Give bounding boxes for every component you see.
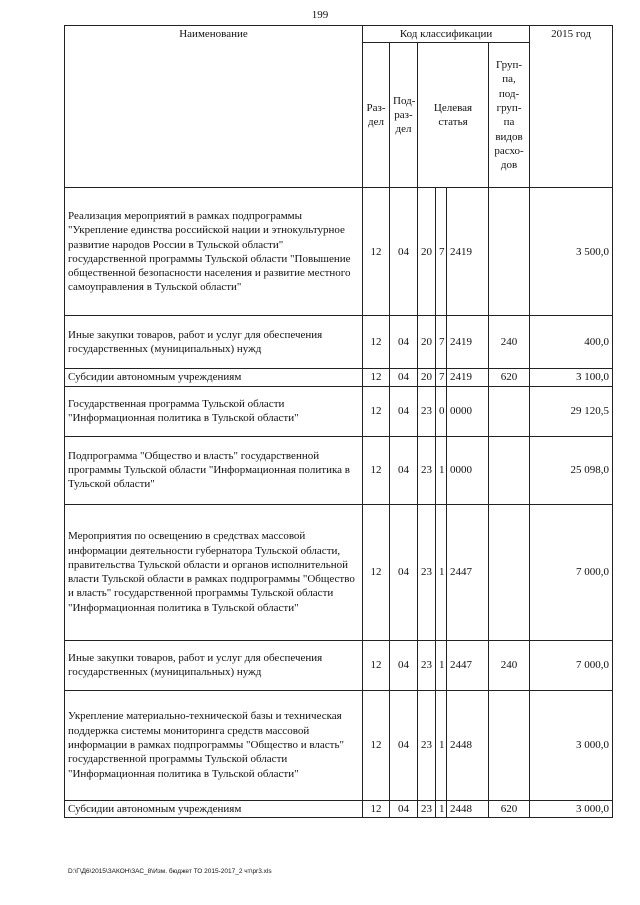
table-row xyxy=(65,436,613,504)
row-cs1: 20 xyxy=(418,188,436,316)
row-cs1: 20 xyxy=(418,316,436,369)
row-cs3: 2447 xyxy=(447,640,489,690)
row-vid: 620 xyxy=(489,369,530,386)
row-podrazdel: 04 xyxy=(390,188,418,316)
row-amount: 7 000,0 xyxy=(530,640,613,690)
header-year: 2015 год xyxy=(530,26,613,188)
row-podrazdel: 04 xyxy=(390,800,418,817)
row-podrazdel: 04 xyxy=(390,369,418,386)
row-amount: 29 120,5 xyxy=(530,386,613,436)
row-razdel: 12 xyxy=(363,188,390,316)
row-razdel: 12 xyxy=(363,640,390,690)
row-cs3: 2447 xyxy=(447,504,489,640)
row-amount: 7 000,0 xyxy=(530,504,613,640)
row-cs2: 7 xyxy=(436,316,447,369)
row-name: Государственная программа Тульской области "Информационная политика в Тульской области" xyxy=(65,386,363,436)
row-amount: 3 500,0 xyxy=(530,188,613,316)
row-vid xyxy=(489,436,530,504)
row-cs2: 1 xyxy=(436,504,447,640)
row-vid: 240 xyxy=(489,316,530,369)
header-section: Раз-дел xyxy=(363,43,390,188)
row-name: Иные закупки товаров, работ и услуг для обеспечения государственных (муниципальных) нужд xyxy=(65,316,363,369)
row-vid: 620 xyxy=(489,800,530,817)
row-name: Иные закупки товаров, работ и услуг для обеспечения государственных (муниципальных) нужд xyxy=(65,640,363,690)
header-expense-group: Груп-па, под-груп-па видов расхо-дов xyxy=(489,43,530,188)
row-razdel: 12 xyxy=(363,386,390,436)
row-cs1: 23 xyxy=(418,690,436,800)
row-vid xyxy=(489,504,530,640)
table-row xyxy=(65,800,613,817)
header-subsection: Под-раз-дел xyxy=(390,43,418,188)
row-name: Мероприятия по освещению в средствах массовой информации деятельности губернатора Тульской области, правительства Тульской области и органов исполнительной власти Тульской области в рамках подпрограммы "Общество и власть" государственной программы Тульской области "Информационная политика в Тульской области" xyxy=(65,504,363,640)
row-cs2: 0 xyxy=(436,386,447,436)
row-name: Субсидии автономным учреждениям xyxy=(65,369,363,386)
row-cs2: 7 xyxy=(436,369,447,386)
row-razdel: 12 xyxy=(363,504,390,640)
row-cs3: 2448 xyxy=(447,690,489,800)
header-code-group: Код классификации xyxy=(363,26,530,43)
row-razdel: 12 xyxy=(363,316,390,369)
row-amount: 3 100,0 xyxy=(530,369,613,386)
page-number: 199 xyxy=(311,9,329,21)
row-cs2: 1 xyxy=(436,800,447,817)
row-amount: 3 000,0 xyxy=(530,800,613,817)
row-name: Подпрограмма "Общество и власть" государственной программы Тульской области "Информационная политика в Тульской области" xyxy=(65,436,363,504)
row-cs3: 2419 xyxy=(447,369,489,386)
row-razdel: 12 xyxy=(363,690,390,800)
row-cs2: 1 xyxy=(436,640,447,690)
row-cs2: 7 xyxy=(436,188,447,316)
row-cs1: 23 xyxy=(418,640,436,690)
row-vid xyxy=(489,690,530,800)
table-row xyxy=(65,504,613,640)
header-name: Наименование xyxy=(65,26,363,188)
row-cs3: 2419 xyxy=(447,188,489,316)
row-cs3: 0000 xyxy=(447,386,489,436)
header-target-article: Целевая статья xyxy=(418,43,489,188)
row-cs3: 0000 xyxy=(447,436,489,504)
row-cs2: 1 xyxy=(436,436,447,504)
row-cs3: 2448 xyxy=(447,800,489,817)
table-row xyxy=(65,386,613,436)
table-row xyxy=(65,188,613,316)
row-vid: 240 xyxy=(489,640,530,690)
row-vid xyxy=(489,188,530,316)
row-razdel: 12 xyxy=(363,800,390,817)
row-podrazdel: 04 xyxy=(390,386,418,436)
table-row xyxy=(65,640,613,690)
budget-table xyxy=(64,25,613,818)
row-cs2: 1 xyxy=(436,690,447,800)
row-podrazdel: 04 xyxy=(390,436,418,504)
row-amount: 25 098,0 xyxy=(530,436,613,504)
row-cs1: 20 xyxy=(418,369,436,386)
row-amount: 3 000,0 xyxy=(530,690,613,800)
row-razdel: 12 xyxy=(363,369,390,386)
row-cs3: 2419 xyxy=(447,316,489,369)
row-amount: 400,0 xyxy=(530,316,613,369)
row-name: Реализация мероприятий в рамках подпрограммы "Укрепление единства российской нации и этнокультурное развитие народов России в Тульской области" государственной программы Тульской области "Повышение общественной безопасности населения и развитие местного самоуправления в Тульской области" xyxy=(65,188,363,316)
row-cs1: 23 xyxy=(418,800,436,817)
row-name: Субсидии автономным учреждениям xyxy=(65,800,363,817)
table-row xyxy=(65,690,613,800)
row-podrazdel: 04 xyxy=(390,316,418,369)
row-vid xyxy=(489,386,530,436)
table-row xyxy=(65,369,613,386)
row-cs1: 23 xyxy=(418,436,436,504)
row-podrazdel: 04 xyxy=(390,504,418,640)
row-cs1: 23 xyxy=(418,504,436,640)
table-row xyxy=(65,316,613,369)
row-name: Укрепление материально-технической базы и техническая поддержка системы мониторинга средств массовой информации в рамках подпрограммы "Общество и власть" государственной программы Тульской области "Информационная политика в Тульской области" xyxy=(65,690,363,800)
file-path-footer: D:\Г\Д6\2015\ЗАКОН\ЗАС_8\Изм. бюджет ТО 2015-2017_2 чт\pr3.xls xyxy=(68,868,272,875)
row-podrazdel: 04 xyxy=(390,690,418,800)
row-podrazdel: 04 xyxy=(390,640,418,690)
row-cs1: 23 xyxy=(418,386,436,436)
row-razdel: 12 xyxy=(363,436,390,504)
